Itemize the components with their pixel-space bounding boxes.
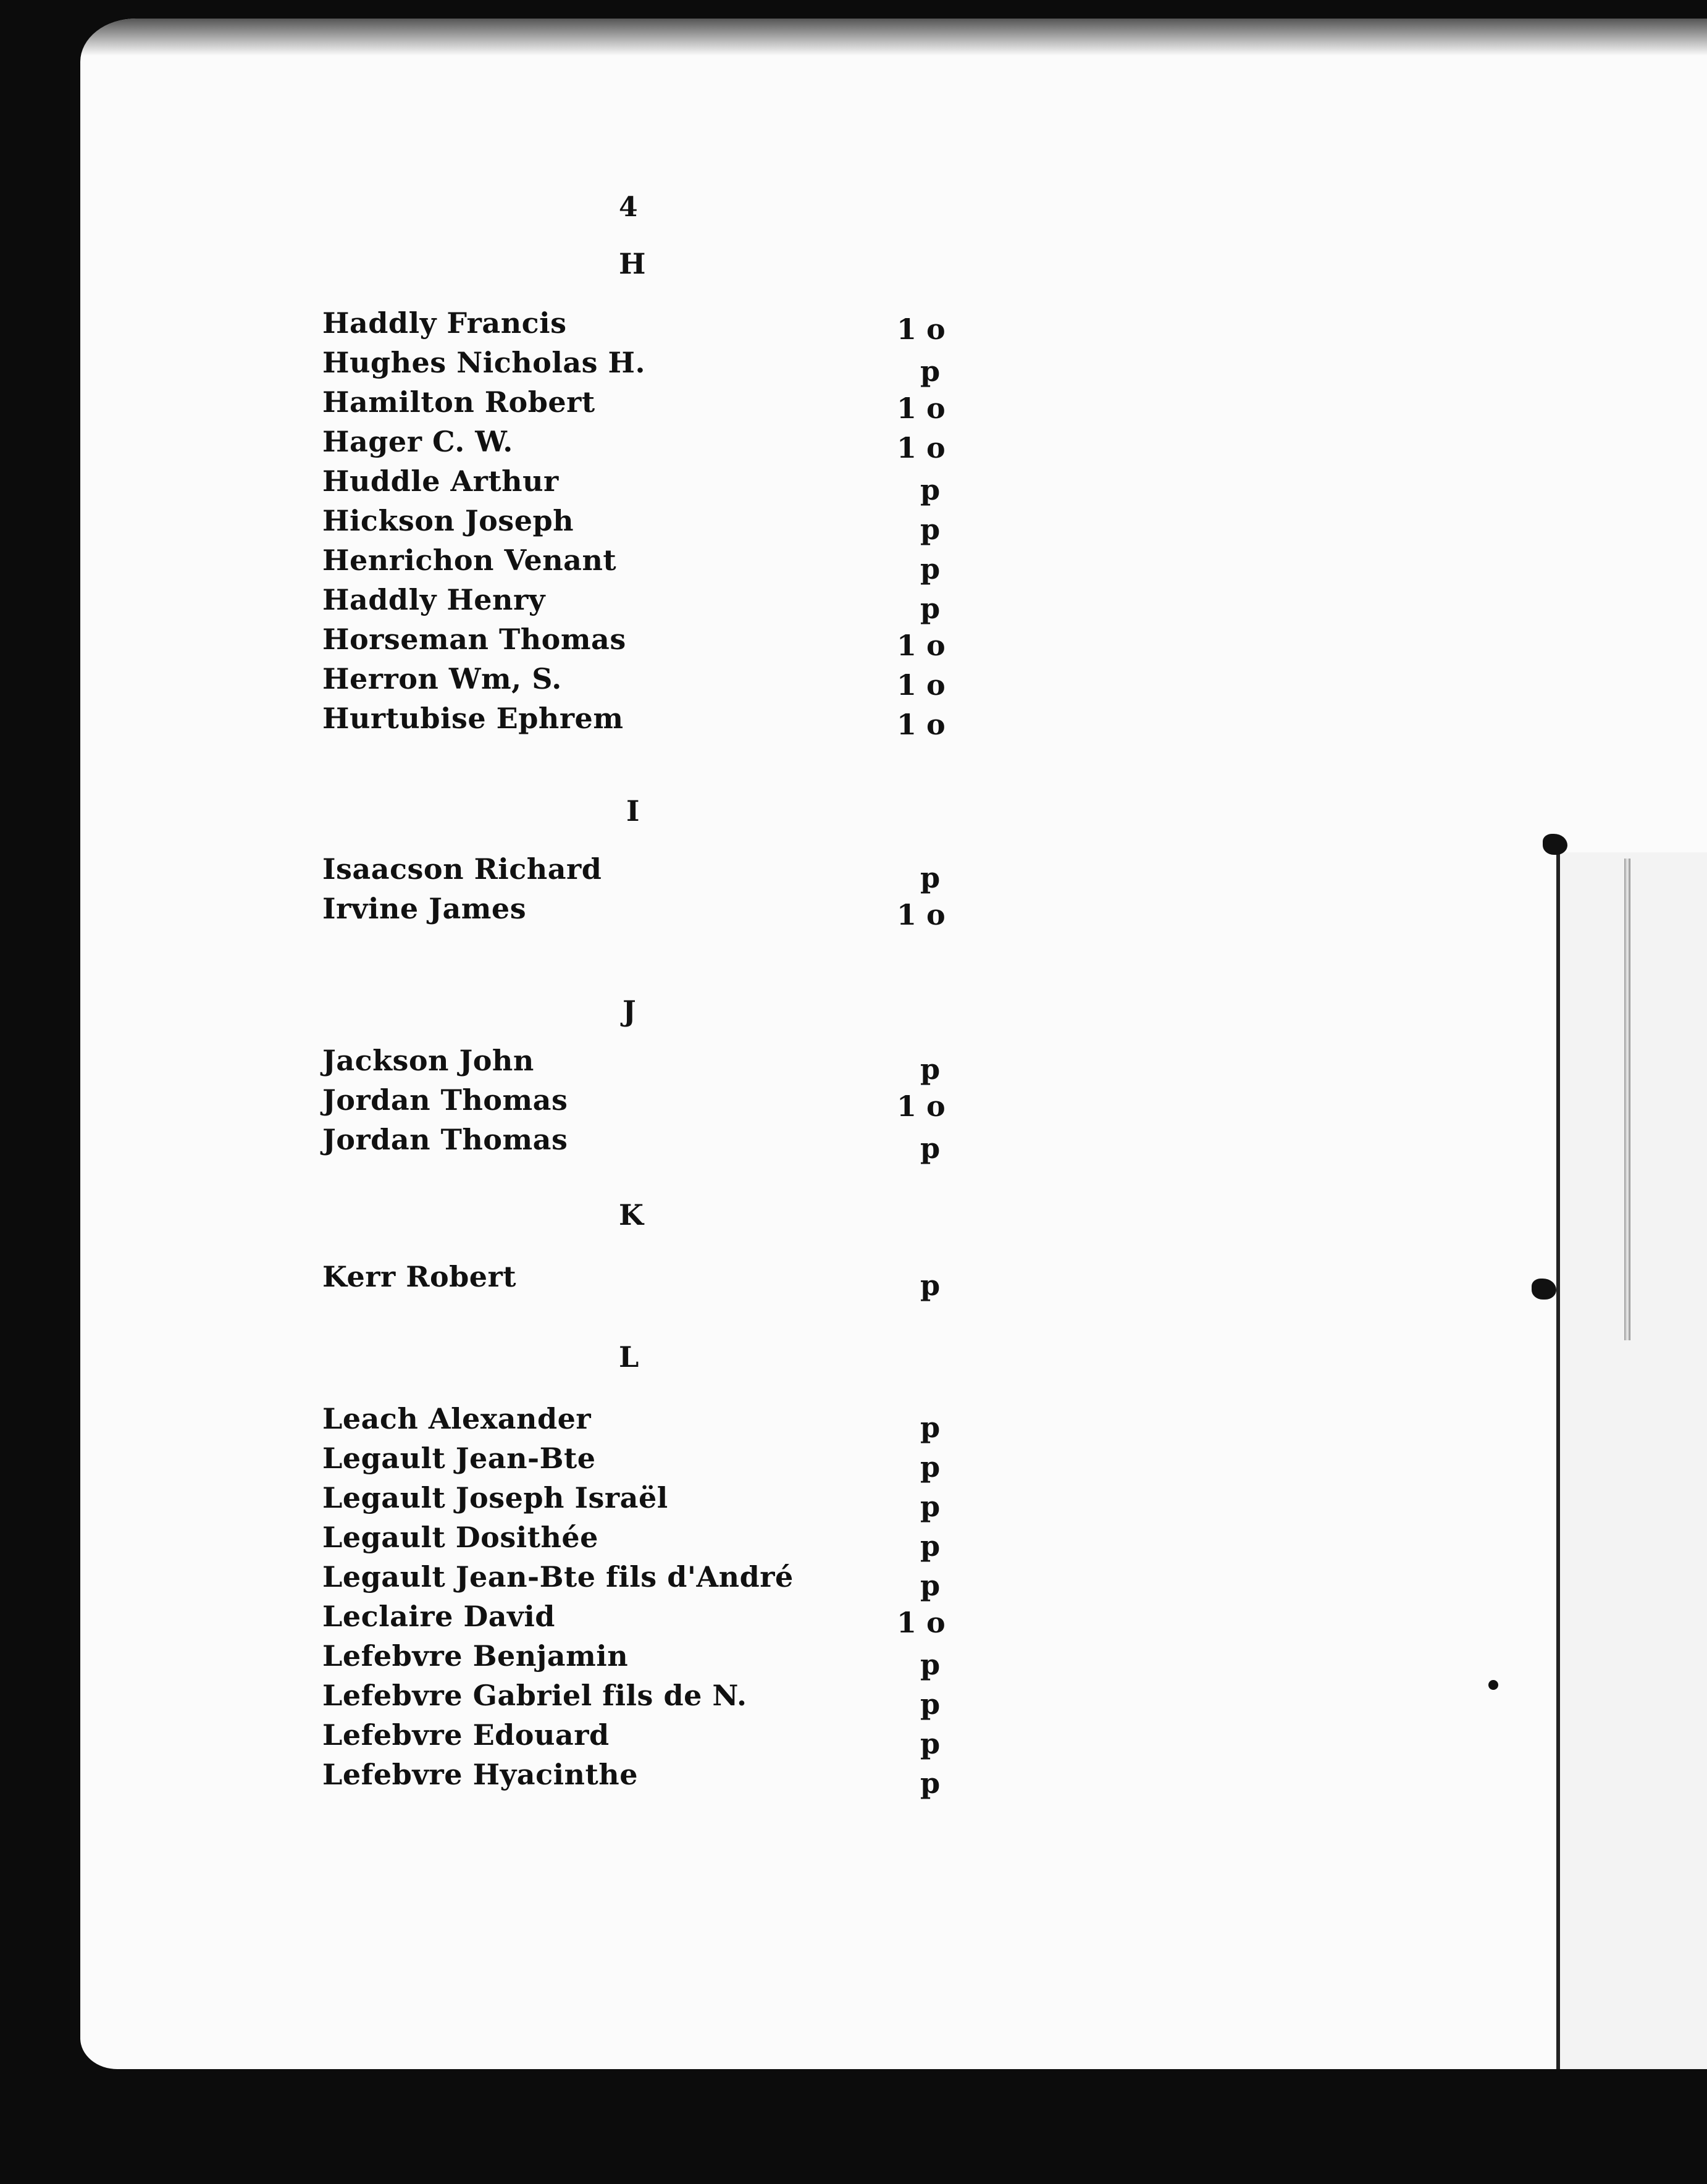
entry-mark: p <box>920 1648 941 1681</box>
list-item <box>322 1600 989 1639</box>
entry-mark: 1 o <box>897 431 946 464</box>
list-item <box>322 892 989 931</box>
entry-mark: 1 o <box>897 1606 946 1639</box>
entry-name: Hughes Nicholas H. <box>322 346 646 379</box>
list-item <box>322 1442 989 1484</box>
entry-mark: p <box>920 1569 941 1602</box>
entry-name: Legault Jean-Bte fils d'André <box>322 1560 794 1594</box>
entry-name: Jackson John <box>322 1044 534 1077</box>
entry-name: Irvine James <box>322 892 527 925</box>
list-item <box>322 583 989 623</box>
entry-mark: 1 o <box>897 629 946 662</box>
entry-name: Lefebvre Edouard <box>322 1718 610 1752</box>
list-item <box>322 1481 989 1521</box>
list-item <box>322 1639 989 1679</box>
entry-mark: p <box>920 1132 941 1165</box>
entry-name: Legault Jean-Bte <box>322 1442 596 1475</box>
list-item <box>322 1718 989 1758</box>
entry-name: Leach Alexander <box>322 1402 592 1435</box>
list-item <box>322 425 989 464</box>
list-item <box>322 662 989 702</box>
entry-name: Legault Joseph Israël <box>322 1481 668 1514</box>
entry-name: Haddly Henry <box>322 583 545 616</box>
thread-knot-bottom <box>1532 1279 1556 1300</box>
entry-name: Leclaire David <box>322 1600 555 1633</box>
section-letter-j: J <box>623 994 636 1028</box>
entry-name: Hickson Joseph <box>322 504 574 537</box>
entry-mark: p <box>920 1052 941 1086</box>
entry-name: Hamilton Robert <box>322 385 595 419</box>
document-page <box>80 19 1707 2069</box>
list-item <box>322 1123 989 1165</box>
list-item <box>322 346 989 388</box>
entry-name: Lefebvre Hyacinthe <box>322 1758 638 1791</box>
list-item <box>322 504 989 544</box>
list-item <box>322 1560 989 1600</box>
entry-mark: p <box>920 1411 941 1444</box>
entry-name: Horseman Thomas <box>322 623 626 656</box>
binding-thread <box>1624 859 1630 1340</box>
thread-knot-top <box>1543 834 1567 855</box>
section-letter-l: L <box>619 1340 639 1374</box>
entry-mark: p <box>920 1727 941 1760</box>
list-item <box>322 1260 989 1300</box>
list-item <box>322 1679 989 1721</box>
entry-mark: p <box>920 1687 941 1721</box>
entry-name: Hager C. W. <box>322 425 513 458</box>
entry-mark: 1 o <box>897 1090 946 1123</box>
page-number: 4 <box>619 191 638 223</box>
entry-mark: p <box>920 513 941 546</box>
entry-name: Legault Dosithée <box>322 1521 598 1554</box>
entry-name: Haddly Francis <box>322 306 567 340</box>
entry-name: Jordan Thomas <box>322 1123 568 1156</box>
entry-mark: p <box>920 355 941 388</box>
fold-strip <box>1560 852 1707 2069</box>
list-item <box>322 1402 989 1442</box>
entry-mark: p <box>920 1766 941 1800</box>
entry-mark: 1 o <box>897 392 946 425</box>
list-item <box>322 623 989 662</box>
entry-name: Kerr Robert <box>322 1260 517 1293</box>
entry-mark: p <box>920 1529 941 1563</box>
entry-mark: 1 o <box>897 708 946 741</box>
entry-name: Isaacson Richard <box>322 852 602 886</box>
entry-mark: p <box>920 552 941 586</box>
entry-name: Huddle Arthur <box>322 464 559 498</box>
list-item <box>322 385 989 425</box>
entry-mark: p <box>920 1490 941 1523</box>
list-item <box>322 702 989 741</box>
ink-dot <box>1488 1680 1498 1690</box>
entry-mark: 1 o <box>897 313 946 346</box>
scan-shadow <box>80 19 1707 56</box>
section-letter-i: I <box>626 794 640 828</box>
entry-mark: 1 o <box>897 668 946 702</box>
entry-name: Herron Wm, S. <box>322 662 562 695</box>
list-item <box>322 544 989 586</box>
list-item <box>322 1521 989 1563</box>
entry-name: Hurtubise Ephrem <box>322 702 624 735</box>
entry-mark: p <box>920 1269 941 1302</box>
entry-name: Lefebvre Gabriel fils de N. <box>322 1679 747 1712</box>
entry-name: Jordan Thomas <box>322 1083 568 1117</box>
list-item <box>322 852 989 892</box>
list-item <box>322 1044 989 1086</box>
page-fold-line <box>1556 852 1560 2069</box>
list-item <box>322 306 989 346</box>
entry-mark: p <box>920 592 941 625</box>
entry-name: Henrichon Venant <box>322 544 617 577</box>
entry-mark: p <box>920 473 941 506</box>
entry-name: Lefebvre Benjamin <box>322 1639 629 1673</box>
section-letter-k: K <box>619 1198 644 1232</box>
entry-mark: 1 o <box>897 898 946 931</box>
entry-mark: p <box>920 1450 941 1484</box>
section-letter-h: H <box>619 247 646 280</box>
list-item <box>322 1758 989 1800</box>
list-item <box>322 464 989 504</box>
entry-mark: p <box>920 861 941 894</box>
list-item <box>322 1083 989 1123</box>
